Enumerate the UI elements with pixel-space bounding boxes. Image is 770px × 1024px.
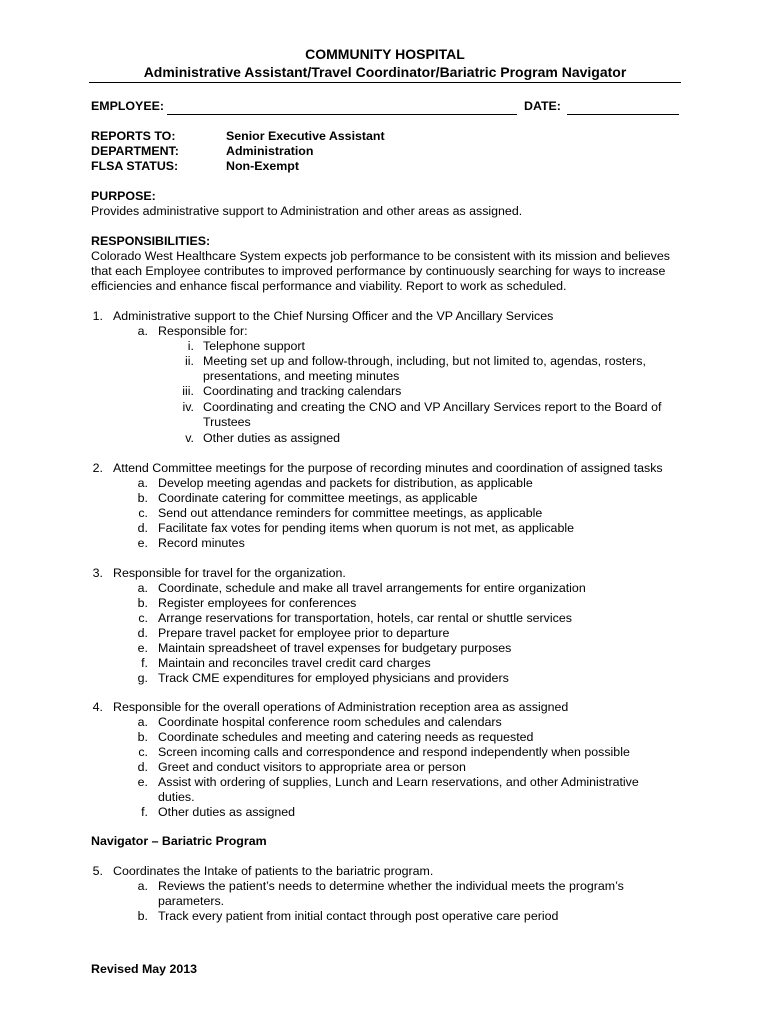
item-text: Maintain spreadsheet of travel expenses for budgetary purposes	[158, 641, 512, 655]
item-text: Coordinate hospital conference room schedules and calendars	[158, 715, 502, 729]
item-text: presentations, and meeting minutes	[203, 369, 400, 383]
item-number: d.	[137, 626, 148, 640]
item-number: 2.	[92, 461, 103, 475]
item-text: Reviews the patient’s needs to determine whether the individual meets the program’s	[158, 879, 624, 893]
item-text: Trustees	[203, 415, 251, 429]
item-text: Track every patient from initial contact through post operative care period	[158, 909, 559, 923]
item-text: Screen incoming calls and correspondence and respond independently when possible	[158, 745, 630, 759]
org-title: COMMUNITY HOSPITAL	[305, 46, 465, 62]
title-rule	[89, 82, 681, 83]
date-label: DATE:	[524, 99, 561, 113]
item-text: Maintain and reconciles travel credit card charges	[158, 656, 431, 670]
item-number: e.	[137, 536, 148, 550]
position-title: Administrative Assistant/Travel Coordinator/Bariatric Program Navigator	[143, 64, 627, 80]
item-text: Prepare travel packet for employee prior to departure	[158, 626, 450, 640]
item-number: d.	[137, 521, 148, 535]
date-field[interactable]	[567, 114, 679, 115]
item-number: a.	[137, 324, 148, 338]
reports-to-value: Senior Executive Assistant	[226, 129, 385, 143]
item-text: Send out attendance reminders for committee meetings, as applicable	[158, 506, 543, 520]
item-number: ii.	[185, 354, 194, 368]
item-number: b.	[137, 596, 148, 610]
item-text: Coordinate, schedule and make all travel arrangements for entire organization	[158, 581, 586, 595]
responsibilities-heading: RESPONSIBILITIES:	[91, 234, 211, 248]
item-text: Responsible for:	[158, 324, 248, 338]
item-text: Develop meeting agendas and packets for distribution, as applicable	[158, 476, 533, 490]
reports-to-label: REPORTS TO:	[91, 129, 176, 143]
employee-label: EMPLOYEE:	[91, 99, 164, 113]
item-text: Coordinate schedules and meeting and catering needs as requested	[158, 730, 534, 744]
intro-line: that each Employee contributes to improved performance by continuously searching for ways to increase	[91, 264, 666, 278]
purpose-text: Provides administrative support to Administration and other areas as assigned.	[91, 204, 523, 218]
flsa-value: Non-Exempt	[226, 159, 299, 173]
item-text: Greet and conduct visitors to appropriate area or person	[158, 760, 466, 774]
intro-line: efficiencies and enhance fiscal performance and viability. Report to work as scheduled.	[91, 279, 567, 293]
item-number: i.	[187, 339, 194, 353]
revision-footer: Revised May 2013	[91, 962, 198, 976]
item-text: Record minutes	[158, 536, 245, 550]
item-number: 5.	[92, 864, 103, 878]
item-number: 3.	[92, 566, 103, 580]
item-text: Responsible for travel for the organization.	[113, 566, 346, 580]
item-text: Coordinates the Intake of patients to the bariatric program.	[113, 864, 434, 878]
item-number: c.	[138, 745, 148, 759]
item-number: b.	[137, 730, 148, 744]
item-text: Facilitate fax votes for pending items when quorum is not met, as applicable	[158, 521, 574, 535]
item-text: Other duties as assigned	[203, 431, 341, 445]
item-number: a.	[137, 581, 148, 595]
item-number: a.	[137, 879, 148, 893]
item-number: c.	[138, 506, 148, 520]
item-text: Register employees for conferences	[158, 596, 357, 610]
item-number: a.	[137, 715, 148, 729]
item-number: b.	[137, 491, 148, 505]
navigator-heading: Navigator – Bariatric Program	[91, 834, 267, 848]
item-number: iv.	[182, 400, 194, 414]
item-number: 1.	[92, 309, 103, 323]
item-number: c.	[138, 611, 148, 625]
intro-line: Colorado West Healthcare System expects job performance to be consistent with its mission and believes	[91, 249, 670, 263]
item-text: Meeting set up and follow-through, including, but not limited to, agendas, rosters,	[203, 354, 646, 368]
item-number: iii.	[182, 384, 194, 398]
item-number: e.	[137, 641, 148, 655]
item-text: Arrange reservations for transportation, hotels, car rental or shuttle services	[158, 611, 572, 625]
item-text: Administrative support to the Chief Nursing Officer and the VP Ancillary Services	[113, 309, 554, 323]
item-number: v.	[185, 431, 194, 445]
item-text: Telephone support	[203, 339, 305, 353]
item-text: Attend Committee meetings for the purpose of recording minutes and coordination of assigned tasks	[113, 461, 663, 475]
item-number: e.	[137, 775, 148, 789]
department-value: Administration	[226, 144, 314, 158]
item-number: d.	[137, 760, 148, 774]
item-number: f.	[141, 805, 148, 819]
item-number: g.	[137, 671, 148, 685]
item-number: 4.	[92, 700, 103, 714]
item-number: a.	[137, 476, 148, 490]
item-text: Responsible for the overall operations of Administration reception area as assigned	[113, 700, 569, 714]
flsa-label: FLSA STATUS:	[91, 159, 179, 173]
item-text: Coordinate catering for committee meetings, as applicable	[158, 491, 478, 505]
item-text: Coordinating and tracking calendars	[203, 384, 402, 398]
item-text: Assist with ordering of supplies, Lunch and Learn reservations, and other Administrative	[158, 775, 639, 789]
item-text: duties.	[158, 790, 195, 804]
employee-field[interactable]	[167, 114, 517, 115]
item-text: Other duties as assigned	[158, 805, 296, 819]
item-number: b.	[137, 909, 148, 923]
item-text: parameters.	[158, 894, 225, 908]
item-text: Track CME expenditures for employed physicians and providers	[158, 671, 509, 685]
department-label: DEPARTMENT:	[91, 144, 179, 158]
purpose-heading: PURPOSE:	[91, 189, 156, 203]
item-number: f.	[141, 656, 148, 670]
item-text: Coordinating and creating the CNO and VP Ancillary Services report to the Board of	[203, 400, 662, 414]
